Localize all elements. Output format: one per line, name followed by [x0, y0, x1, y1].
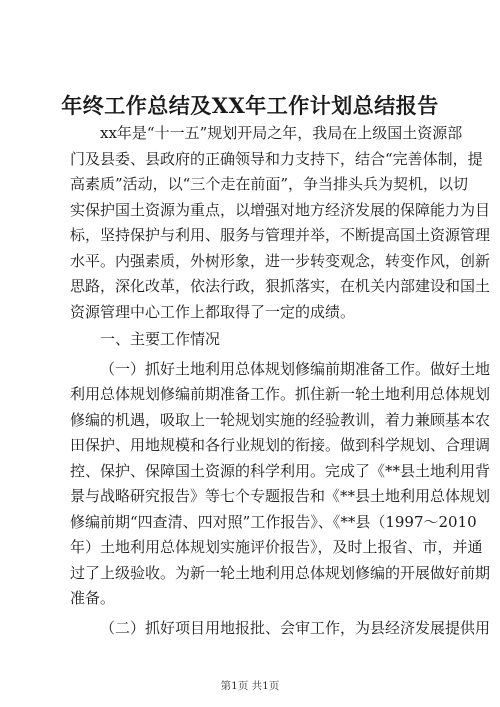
paragraph-line: 思路，深化改革，依法行政，狠抓落实，在机关内部建设和国土 — [70, 277, 491, 295]
paragraph-line: 田保护、用地规模和各行业规划的衔接。做到科学规划、合理调 — [70, 436, 491, 454]
paragraph-line: 门及县委、县政府的正确领导和力支持下，结合“完善体制，提 — [70, 149, 483, 168]
paragraph-line: 标，坚持保护与利用、服务与管理并举，不断提高国土资源管理 — [70, 226, 491, 244]
document-body — [70, 121, 491, 641]
paragraph-line: 高素质”活动，以“三个走在前面”，争当排头兵为契机，以切 — [70, 175, 469, 193]
section-heading: 一、主要工作情况 — [100, 330, 221, 348]
item2-paragraph — [70, 616, 491, 642]
paragraph-line: 准备。 — [70, 589, 116, 607]
paragraph-line: （二）抓好项目用地报批、会审工作，为县经济发展提供用 — [100, 618, 491, 637]
paragraph-line: 修编前期“四查清、四对照”工作报告》、《**县（1997～2010 — [70, 512, 477, 531]
paragraph-line: 控、保护、保障国土资源的科学利用。完成了《**县土地利用背 — [70, 461, 491, 480]
paragraph-line: 景与战略研究报告》等七个专题报告和《**县土地利用总体规划 — [70, 487, 491, 505]
intro-paragraph — [70, 121, 491, 325]
paragraph-line: 过了上级验收。为新一轮土地利用总体规划修编的开展做好前期 — [70, 563, 491, 582]
paragraph-line: xx年是“十一五”规划开局之年，我局在上级国土资源部 — [100, 124, 463, 142]
paragraph-line: 年）土地利用总体规划实施评价报告》，及时上报省、市，并通 — [70, 538, 483, 556]
document-title: 年终工作总结及XX年工作计划总结报告 — [61, 93, 439, 118]
paragraph-line: 利用总体规划修编前期准备工作。抓住新一轮土地利用总体规划 — [70, 385, 491, 403]
paragraph-line: （一）抓好土地利用总体规划修编前期准备工作。做好土地 — [100, 359, 491, 378]
item1-paragraph — [70, 357, 491, 612]
paragraph-line: 修编的机遇，吸取上一轮规划实施的经验教训，着力兼顾基本农 — [70, 410, 491, 429]
page-footer: 第1页 共1页 — [220, 680, 280, 692]
paragraph-line: 资源管理中心工作上都取得了一定的成绩。 — [70, 302, 356, 321]
paragraph-line: 实保护国土资源为重点，以增强对地方经济发展的保障能力为目 — [70, 200, 491, 219]
paragraph-line: 水平。内强素质，外树形象，进一步转变观念，转变作风，创新 — [70, 251, 491, 270]
